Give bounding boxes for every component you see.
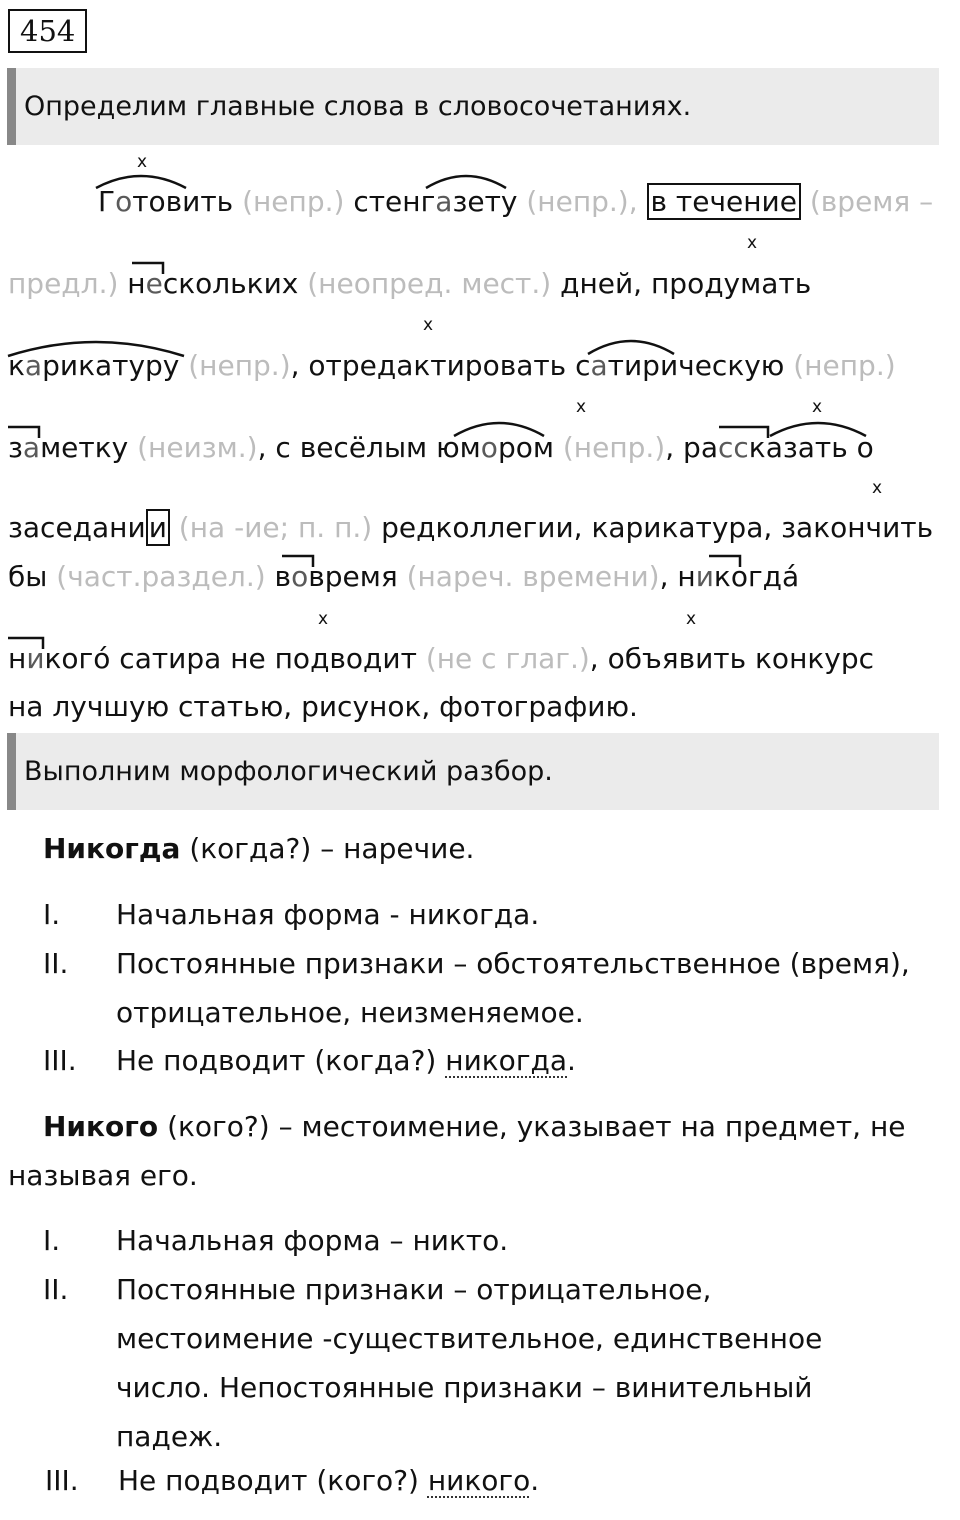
analysis-line-6: бы (част.раздел.) вовремя (нареч. времени), никогда́ <box>8 560 800 593</box>
list-number: III. <box>45 1464 79 1497</box>
list-item-continuation: отрицательное, неизменяемое. <box>116 996 584 1029</box>
stress-mark: х <box>423 315 434 335</box>
stress-mark: х <box>576 397 587 417</box>
stress-mark: х <box>686 609 697 629</box>
parse-heading-nikogo: Никого (кого?) – местоимение, указывает на предмет, не <box>43 1110 906 1143</box>
object-underline: никого <box>427 1464 531 1497</box>
analysis-line-2: предл.) нескольких (неопред. мест.) дней, продумать <box>8 267 812 300</box>
list-item-continuation: падеж. <box>116 1420 223 1453</box>
list-item-continuation: местоимение -существительное, единственное <box>116 1322 823 1355</box>
ending-box: и <box>146 509 170 546</box>
list-item: Начальная форма - никогда. <box>116 898 540 931</box>
list-number: I. <box>43 1224 61 1257</box>
analysis-line-3: карикатуру (непр.), отредактировать сатирическую (непр.) <box>8 349 896 382</box>
analysis-line-7: никого́ сатира не подводит (не с глаг.), объявить конкурс <box>8 642 875 675</box>
task-number: 454 <box>8 9 87 53</box>
analysis-line-8: на лучшую статью, рисунок, фотографию. <box>8 690 638 723</box>
analysis-line-1: Готовить (непр.) стенгазету (непр.), в течение (время – <box>98 185 934 218</box>
stress-mark: х <box>747 233 758 253</box>
stress-mark: х <box>137 152 148 172</box>
list-item: Не подводит (кого?) никого. <box>118 1464 540 1497</box>
stress-mark: х <box>318 609 329 629</box>
list-item-continuation: число. Непостоянные признаки – винительный <box>116 1371 813 1404</box>
banner-identify-main-words: Определим главные слова в словосочетаниях. <box>7 68 939 145</box>
stress-mark: х <box>812 397 823 417</box>
stress-mark: х <box>872 478 883 498</box>
preposition-box: в течение <box>647 183 801 220</box>
list-number: II. <box>43 947 69 980</box>
list-item: Начальная форма – никто. <box>116 1224 509 1257</box>
adverbial-underline: никогда <box>445 1044 568 1077</box>
parse-heading-continuation: называя его. <box>8 1159 198 1192</box>
list-number: II. <box>43 1273 69 1306</box>
list-item: Постоянные признаки – обстоятельственное (время), <box>116 947 910 980</box>
analysis-line-5: заседани и (на -ие; п. п.) редколлегии, карикатура, закончить <box>8 511 934 544</box>
parse-heading-nikogda: Никогда (когда?) – наречие. <box>43 832 475 865</box>
list-number: III. <box>43 1044 77 1077</box>
list-item: Постоянные признаки – отрицательное, <box>116 1273 712 1306</box>
list-number: I. <box>43 898 61 931</box>
list-item: Не подводит (когда?) никогда. <box>116 1044 576 1077</box>
analysis-line-4: заметку (неизм.), с весёлым юмором (непр.), рассказать о <box>8 431 874 464</box>
banner-morphological-analysis: Выполним морфологический разбор. <box>7 733 939 810</box>
